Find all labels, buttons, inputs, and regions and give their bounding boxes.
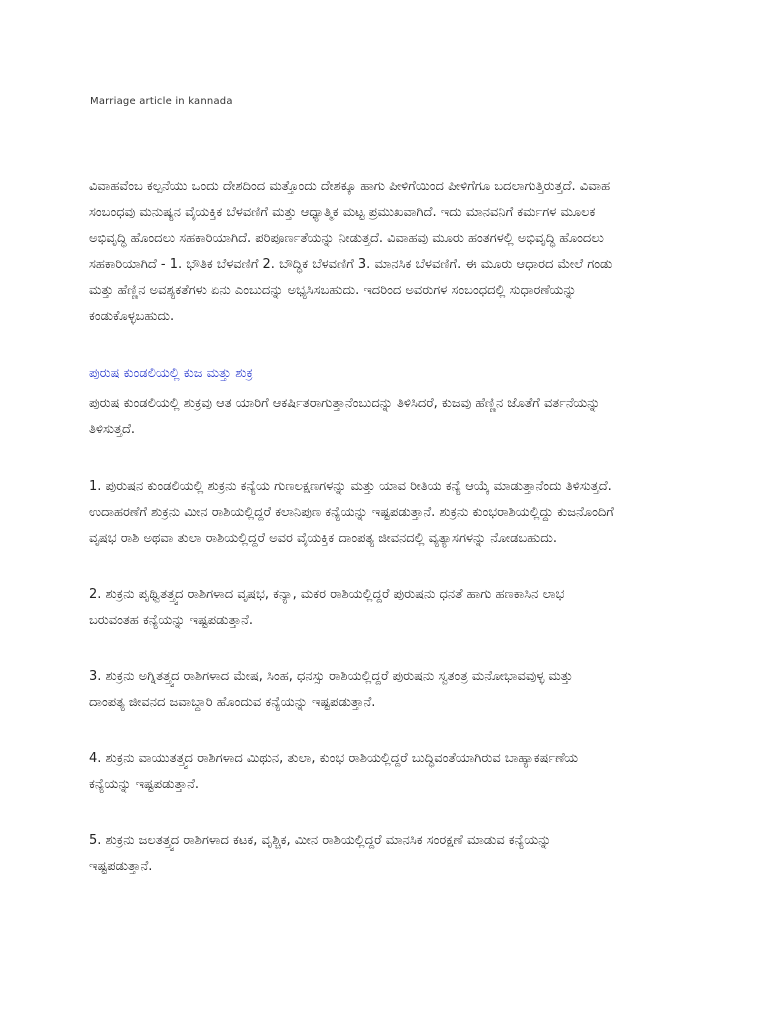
intro-paragraph <box>89 174 689 330</box>
point-2-paragraph <box>89 582 689 634</box>
point-line: ಉದಾಹರಣೆಗೆ ಶುಕ್ರನು ಮೀನ ರಾಶಿಯಲ್ಲಿದ್ದರೆ ಕಲಾನಿಪುಣ ಕನ್ಯೆಯನ್ನು ಇಷ್ಟಪಡುತ್ತಾನೆ. ಶುಕ್ರನು ಕುಂಭರಾಶಿಯಲ್ಲಿದ್ದು ಕುಜನೊಂದಿಗೆ <box>89 505 614 520</box>
point-line: ಇಷ್ಟಪಡುತ್ತಾನೆ. <box>89 859 153 874</box>
section-heading: ಪುರುಷ ಕುಂಡಲಿಯಲ್ಲಿ ಕುಜ ಮತ್ತು ಶುಕ್ರ <box>89 366 253 381</box>
point-3-paragraph <box>89 664 689 716</box>
point-4-paragraph <box>89 746 689 798</box>
intro-line: ವಿವಾಹವೆಂಬ ಕಲ್ಪನೆಯು ಒಂದು ದೇಶದಿಂದ ಮತ್ತೊಂದು ದೇಶಕ್ಕೂ ಹಾಗು ಪೀಳಿಗೆಯಿಂದ ಪೀಳಿಗೆಗೂ ಬದಲಾಗುತ್ತಿರುತ್ತದೆ. ವಿವಾಹ <box>89 179 611 194</box>
intro-line: ಸಂಬಂಧವು ಮನುಷ್ಯನ ವೈಯಕ್ತಿಕ ಬೆಳವಣಿಗೆ ಮತ್ತು ಆಧ್ಯಾತ್ಮಿಕ ಮಟ್ಟ ಪ್ರಮುಖವಾಗಿದೆ. ಇದು ಮಾನವನಿಗೆ ಕರ್ಮಗಳ ಮೂಲಕ <box>89 205 596 220</box>
point-line: 2. ಶುಕ್ರನು ಪೃಥ್ವಿತತ್ತ್ವದ ರಾಶಿಗಳಾದ ವೃಷಭ, ಕನ್ಯಾ, ಮಕರ ರಾಶಿಯಲ್ಲಿದ್ದರೆ ಪುರುಷನು ಧನತೆ ಹಾಗು ಹಣಕಾಸಿನ ಲಾಭ <box>89 587 565 602</box>
intro-line: ಮತ್ತು ಹೆಣ್ಣಿನ ಅವಶ್ಯಕತೆಗಳು ಏನು ಎಂಬುದನ್ನು ಅಭ್ಯಸಿಸಬಹುದು. ಇದರಿಂದ ಅವರುಗಳ ಸಂಬಂಧದಲ್ಲಿ ಸುಧಾರಣೆಯನ್ನು <box>89 283 577 298</box>
point-line: 3. ಶುಕ್ರನು ಅಗ್ನಿತತ್ತ್ವದ ರಾಶಿಗಳಾದ ಮೇಷ, ಸಿಂಹ, ಧನಸ್ಸು ರಾಶಿಯಲ್ಲಿದ್ದರೆ ಪುರುಷನು ಸ್ವತಂತ್ರ ಮನೋಭಾವವುಳ್ಳ ಮತ್ತು <box>89 669 573 684</box>
point-5-paragraph <box>89 828 689 880</box>
section-intro-line: ತಿಳಿಸುತ್ತದೆ. <box>89 422 136 437</box>
point-line: 1. ಪುರುಷನ ಕುಂಡಲಿಯಲ್ಲಿ ಶುಕ್ರನು ಕನ್ಯೆಯ ಗುಣಲಕ್ಷಣಗಳನ್ನು ಮತ್ತು ಯಾವ ರೀತಿಯ ಕನ್ಯೆ ಆಯ್ಕೆ ಮಾಡುತ್ತಾನೆಂದು ತಿಳಿಸುತ್ತದೆ. <box>89 479 612 494</box>
point-line: ಕನ್ಯೆಯನ್ನು ಇಷ್ಟಪಡುತ್ತಾನೆ. <box>89 777 200 792</box>
document-title: Marriage article in kannada <box>90 96 233 107</box>
point-line: ಬರುವಂತಹ ಕನ್ಯೆಯನ್ನು ಇಷ್ಟಪಡುತ್ತಾನೆ. <box>89 613 253 628</box>
point-line: 5. ಶುಕ್ರನು ಜಲತತ್ತ್ವದ ರಾಶಿಗಳಾದ ಕಟಕ, ವೃಶ್ಚಿಕ, ಮೀನ ರಾಶಿಯಲ್ಲಿದ್ದರೆ ಮಾನಸಿಕ ಸಂರಕ್ಷಣೆ ಮಾಡುವ ಕನ್ಯೆಯನ್ನು <box>89 833 552 848</box>
section-intro-paragraph <box>89 391 689 443</box>
section-intro-line: ಪುರುಷ ಕುಂಡಲಿಯಲ್ಲಿ ಶುಕ್ರವು ಆತ ಯಾರಿಗೆ ಆಕರ್ಷಿತರಾಗುತ್ತಾನೆಂಬುದನ್ನು ತಿಳಿಸಿದರೆ, ಕುಜವು ಹೆಣ್ಣಿನ ಜೊತೆಗೆ ವರ್ತನೆಯನ್ನು <box>89 396 601 411</box>
intro-line: ಅಭಿವೃದ್ಧಿ ಹೊಂದಲು ಸಹಕಾರಿಯಾಗಿದೆ. ಪರಿಪೂರ್ಣತೆಯನ್ನು ನೀಡುತ್ತದೆ. ವಿವಾಹವು ಮೂರು ಹಂತಗಳಲ್ಲಿ ಅಭಿವೃದ್ಧಿ ಹೊಂದಲು <box>89 231 604 246</box>
point-line: ವೃಷಭ ರಾಶಿ ಅಥವಾ ತುಲಾ ರಾಶಿಯಲ್ಲಿದ್ದರೆ ಅವರ ವೈಯಕ್ತಿಕ ದಾಂಪತ್ಯ ಜೀವನದಲ್ಲಿ ವ್ಯತ್ಯಾಸಗಳನ್ನು ನೋಡಬಹುದು. <box>89 531 557 546</box>
point-line: ದಾಂಪತ್ಯ ಜೀವನದ ಜವಾಬ್ದಾರಿ ಹೊಂದುವ ಕನ್ಯೆಯನ್ನು ಇಷ್ಟಪಡುತ್ತಾನೆ. <box>89 695 376 710</box>
intro-line: ಕಂಡುಕೊಳ್ಳಬಹುದು. <box>89 309 175 324</box>
point-line: 4. ಶುಕ್ರನು ವಾಯುತತ್ತ್ವದ ರಾಶಿಗಳಾದ ಮಿಥುನ, ತುಲಾ, ಕುಂಭ ರಾಶಿಯಲ್ಲಿದ್ದರೆ ಬುದ್ಧಿವಂತೆಯಾಗಿರುವ ಬಾಹ್ಯಾಕರ್ಷಣೆಯ <box>89 751 579 766</box>
intro-line: ಸಹಕಾರಿಯಾಗಿದೆ - 1. ಭೌತಿಕ ಬೆಳವಣಿಗೆ 2. ಬೌದ್ಧಿಕ ಬೆಳವಣಿಗೆ 3. ಮಾನಸಿಕ ಬೆಳವಣಿಗೆ. ಈ ಮೂರು ಆಧಾರದ ಮೇಲೆ ಗಂಡು <box>89 257 613 272</box>
point-1-paragraph <box>89 474 689 552</box>
